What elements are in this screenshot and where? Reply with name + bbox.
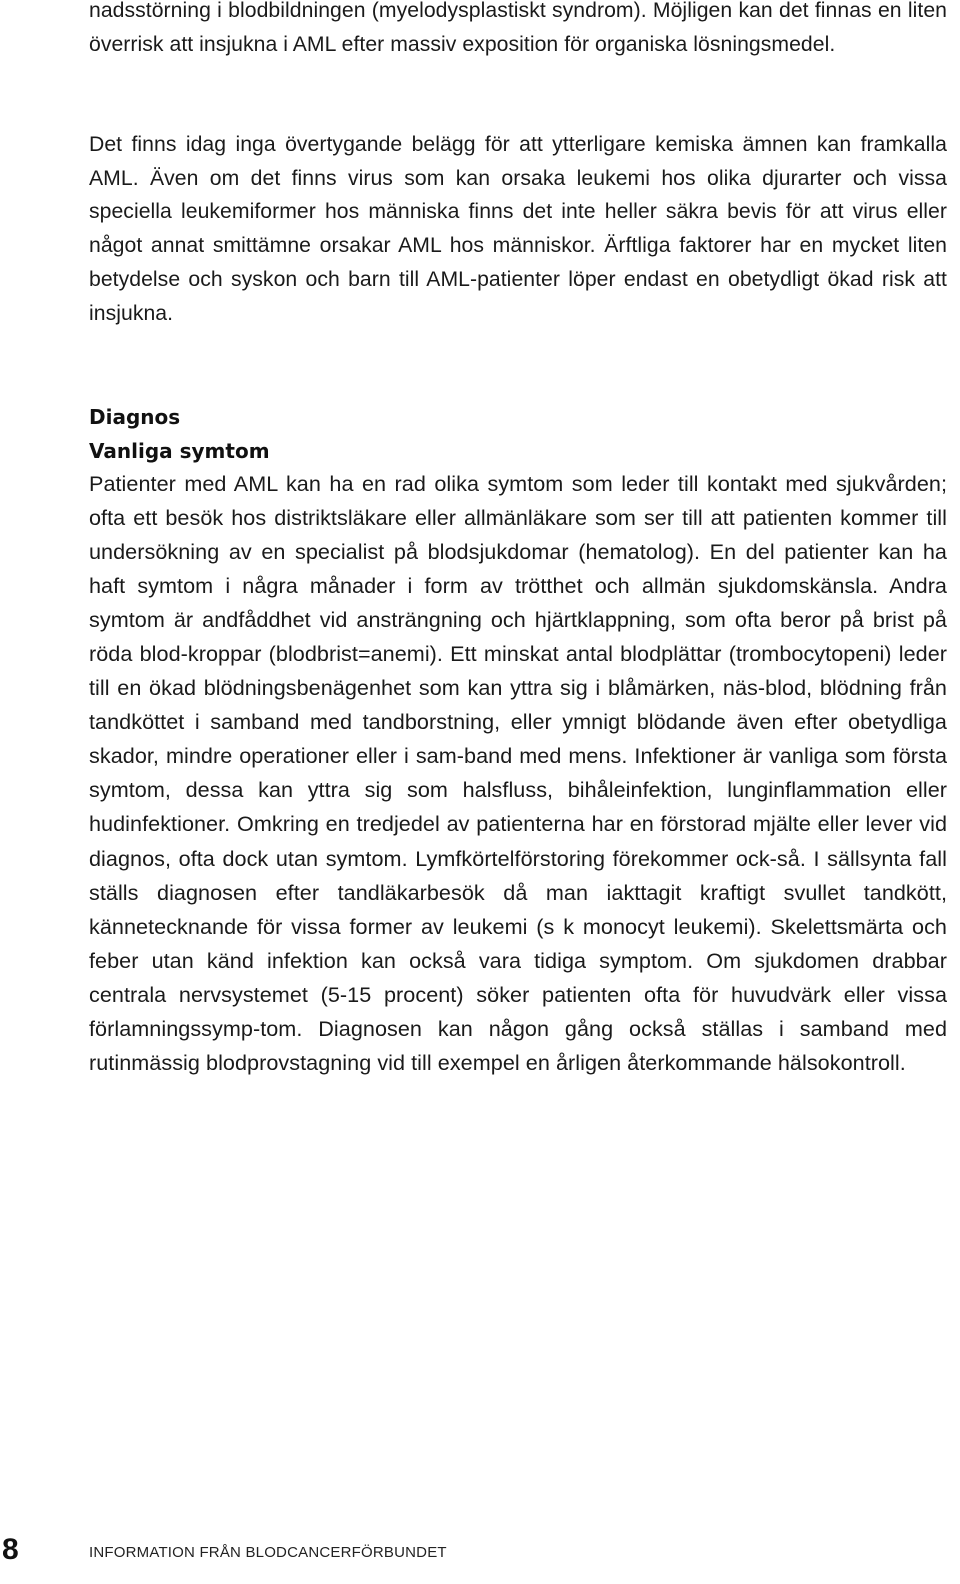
page-footer bbox=[0, 1530, 960, 1570]
publication-name: INFORMATION FRÅN BLODCANCERFÖRBUNDET bbox=[89, 1544, 447, 1561]
paragraph-risk-factors: Det finns idag inga övertygande belägg för att ytterligare kemiska ämnen kan framkalla AML. Även om det finns virus som kan orsaka leukemi hos olika djurarter och vissa speciella leukemiformer hos människa finns det inte heller säkra bevis för att virus eller något annat smittämne orsakar AML hos människor. Ärftliga faktorer har en mycket liten betydelse och syskon och barn till AML-patienter löper endast en obetydligt ökad risk att insjukna. bbox=[89, 133, 947, 325]
section-heading-diagnos: Diagnos bbox=[89, 405, 181, 429]
paragraph-intro-continued: nadsstörning i blodbildningen (myelodysplastiskt syndrom). Möjligen kan det finnas en liten överrisk att insjukna i AML efter massiv exposition för organiska lösningsmedel. bbox=[89, 0, 947, 56]
paragraph-symptoms: Patienter med AML kan ha en rad olika symtom som leder till kontakt med sjukvården; ofta ett besök hos distriktsläkare eller allmänläkare som ser till att patienten kommer till undersökning av en specialist på blodsjukdomar (hematolog). En del patienter kan ha haft symtom i några månader i form av trötthet och allmän sjukdomskänsla. Andra symtom är andfåddhet vid ansträngning och hjärtklappning, som ofta beror på brist på röda blod-kroppar (blodbrist=anemi). Ett minskat antal blodplättar (trombocytopeni) leder till en ökad blödningsbenägenhet som kan yttra sig i blåmärken, näs-blod, blödning från tandköttet i samband med tandborstning, eller ymnigt blödande även efter obetydliga skador, mindre operationer eller i sam-band med mens. Infektioner är vanliga som första symtom, dessa kan yttra sig som halsfluss, bihåleinfektion, lunginflammation eller hudinfektioner. Omkring en tredjedel av patienterna har en förstorad mjälte eller lever vid diagnos, ofta dock utan symtom. Lymfkörtelförstoring förekommer ock-så. I sällsynta fall ställs diagnosen efter tandläkarbesök då man iakttagit kraftigt svullet tandkött, kännetecknande för vissa former av leukemi (s k monocyt leukemi). Skelettsmärta och feber utan känd infektion kan också vara tidiga symptom. Om sjukdomen drabbar centrala nervsystemet (5-15 procent) söker patienten ofta för huvudvärk eller vissa förlamningssymp-tom. Diagnosen kan någon gång också ställas i samband med rutinmässig blodprovstagning vid till exempel en årligen återkommande hälsokontroll. bbox=[89, 471, 947, 1075]
page-number: 8 bbox=[2, 1533, 19, 1566]
subsection-heading-vanliga-symtom: Vanliga symtom bbox=[89, 439, 270, 463]
